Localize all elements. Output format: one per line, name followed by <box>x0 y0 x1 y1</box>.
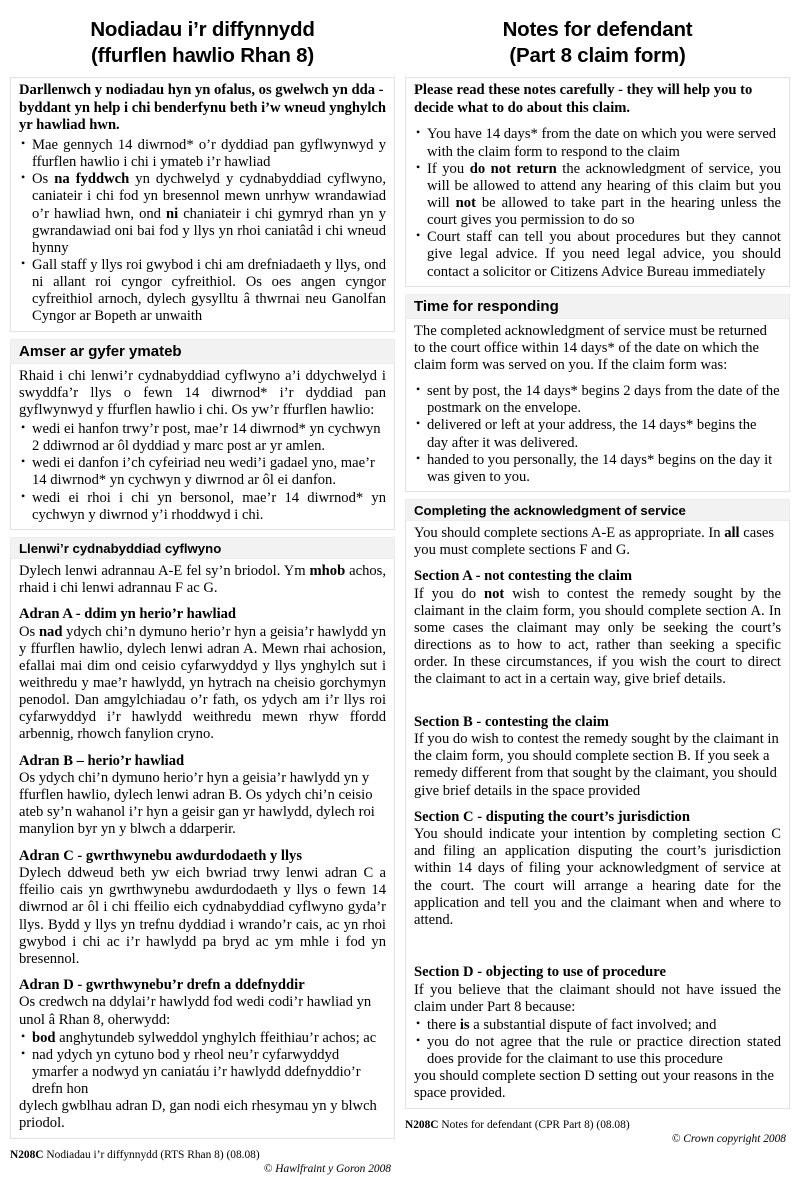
english-completing-body-part2: cases you must complete sections F and G. <box>414 525 775 559</box>
spacer <box>414 374 781 381</box>
english-intro-text: Please read these notes carefully - they will help you to decide what to do about this claim. <box>414 82 753 116</box>
welsh-completing-body-bold: mhob <box>309 562 346 579</box>
english-intro-bullet-1: You have 14 days* from the date on which you were served with the claim form to respond to the claim <box>427 126 777 160</box>
english-section-d-tail: you should complete section D setting out your reasons in the space provided. <box>414 1068 774 1102</box>
welsh-time-bullet-3: wedi ei rhoi i chi yn bersonol, mae’r 14 diwrnod* yn cychwyn y diwrnod y’i rhoddwyd i chi. <box>32 489 386 523</box>
english-completing-heading: Completing the acknowledgment of service <box>405 499 790 520</box>
english-completing-panel <box>405 520 790 1109</box>
english-footer-copyright: © Crown copyright 2008 <box>671 1133 786 1146</box>
list-item <box>414 1034 781 1068</box>
welsh-section-d-body: Os credwch na ddylai’r hawlydd fod wedi codi’r hawliad yn unol â Rhan 8, oherwydd: <box>19 994 372 1028</box>
list-item <box>19 490 386 524</box>
welsh-section-d-bullet-1-rest: anghytundeb sylweddol ynghylch ffeithiau’r achos; ac <box>55 1029 377 1046</box>
english-time-bullet-3: handed to you personally, the 14 days* begins on the day it was given to you. <box>427 451 773 485</box>
welsh-section-c-heading: Adran C - gwrthwynebu awdurdodaeth y llys <box>19 847 302 864</box>
english-section-c-heading: Section C - disputing the court’s jurisdiction <box>414 808 690 825</box>
english-section-d-body: If you believe that the claimant should not have issued the claim under Part 8 because: <box>414 981 781 1015</box>
list-item <box>19 1030 386 1047</box>
english-completing-body <box>414 525 781 559</box>
english-section-d-bullet-1-pre: there <box>427 1016 460 1033</box>
welsh-intro-bullets <box>19 137 386 326</box>
welsh-section-a-bold: nad <box>38 623 63 640</box>
welsh-page-title <box>10 17 395 69</box>
english-completing-body-part1: You should complete sections A-E as appropriate. In <box>414 525 725 541</box>
english-section-c-body: You should indicate your intention by completing section C and filing an application disputing the court’s jurisdiction within 14 days of filing your acknowledgment of service at the court. The court will arrange a hearing date for the application and tell you and the claimant when and where to attend. <box>414 826 781 928</box>
welsh-footer-text: Nodiadau i’r diffynnydd (RTS Rhan 8) (08.08) <box>43 1148 260 1161</box>
welsh-intro-bullet-1: Mae gennych 14 diwrnod* o’r dyddiad pan gyflwynwyd y ffurflen hawlio i chi i ymateb i’r hawliad <box>32 136 386 171</box>
welsh-footer-code: N208C <box>10 1148 44 1161</box>
welsh-column <box>10 14 395 1176</box>
welsh-section-c-body: Dylech ddweud beth yw eich bwriad trwy lenwi adran C a ffeilio cais yn gwrthwynebu awdurdodaeth y llys o fewn 14 diwrnod ar ôl i chi ffeilio eich cydnabyddiad cyflwyno gyda’r llys. Bydd y llys yn trefnu dyddiad i wrando’r cais, ac yn rhoi gwybod i chi ac i’r hawlydd pa bryd ac ym mhle i fod yn bresennol. <box>19 865 386 967</box>
welsh-section-b-body: Os ydych chi’n dymuno herio’r hyn a geisia’r hawlydd yn y ffurflen hawlio, dylech lenwi adran B. Os ydych chi’n ceisio ateb sy’n wahanol i’r hyn a geisir gan yr hawlydd, dylech roi manylion byr yn y blwch a ddarperir. <box>19 770 375 838</box>
welsh-section-a-part1: Os <box>19 623 39 640</box>
english-section-d-bullet-1-bold: is <box>459 1016 470 1033</box>
welsh-footer-copyright: © Hawlfraint y Goron 2008 <box>263 1163 391 1176</box>
welsh-time-bullet-1: wedi ei hanfon trwy’r post, mae’r 14 diwrnod* yn cychwyn 2 ddiwrnod ar ôl dyddiad y marc post ar yr amlen. <box>32 420 381 455</box>
welsh-title-line-1: Nodiadau i’r diffynnydd <box>90 18 315 41</box>
spacer <box>414 929 781 955</box>
english-section-d-bullets <box>414 1017 781 1068</box>
list-item <box>414 126 781 160</box>
english-intro-bullets <box>414 126 781 280</box>
welsh-section-d-bullets <box>19 1030 386 1099</box>
english-footer-code: N208C <box>405 1118 439 1131</box>
welsh-time-body: Rhaid i chi lenwi’r cydnabyddiad cyflwyno a’i ddychwelyd i swyddfa’r llys o fewn 14 diwrnod* i’r dyddiad pan gyflwynwyd y ffurflen hawlio i chi. Os yw’r ffurflen hawlio: <box>19 367 386 418</box>
welsh-section-d-bullet-2: nad ydych yn cytuno bod y rheol neu’r cyfarwyddyd ymarfer a nodwyd yn caniatáu i’r hawlydd ddefnyddio’r drefn hon <box>32 1046 361 1098</box>
welsh-time-heading: Amser ar gyfer ymateb <box>10 339 395 363</box>
english-time-bullet-2: delivered or left at your address, the 14 days* begins the day after it was delivered. <box>427 417 757 451</box>
english-section-a-bold: not <box>484 585 505 602</box>
english-time-bullet-1: sent by post, the 14 days* begins 2 days from the date of the postmark on the envelope. <box>427 383 780 417</box>
welsh-section-b-heading: Adran B – herio’r hawliad <box>19 752 185 769</box>
english-intro-panel <box>405 77 790 286</box>
welsh-time-bullets <box>19 421 386 524</box>
list-item: • Os na fyddwch yn dychwelyd y cydnabyddiad cyflwyno, caniateir i chi fod yn bresennol mewn unrhyw wrandawiad o’r hawliad hwn, ond ni chaniateir i chi gymryd rhan yn y gwrandawiad oni bai fod y llys yn rhoi caniatâd i chi wneud hynny <box>19 171 386 257</box>
welsh-completing-heading: Llenwi’r cydnabyddiad cyflwyno <box>10 537 395 558</box>
welsh-completing-body-part2: achos, rhaid i chi lenwi adrannau F ac G. <box>19 562 386 596</box>
english-section-d-bullet-1-rest: a substantial dispute of fact involved; and <box>469 1016 717 1033</box>
welsh-section-a-body <box>19 624 386 744</box>
welsh-intro-bullet-3: Gall staff y llys roi gwybod i chi am drefniadaeth y llys, ond ni allant roi cyngor cyfreithiol. Os oes angen cyngor cyfreithiol arnoch, dylech gysylltu â thwrnai neu Ganolfan Cyngor ar Bopeth ar unwaith <box>32 256 386 325</box>
english-section-b-body: If you do wish to contest the remedy sought by the claimant in the claim form, you should complete section B. If you seek a remedy different from that sought by the claimant, you should give brief details in the space provided <box>414 731 779 799</box>
list-item <box>19 455 386 489</box>
english-section-d-bullet-2: you do not agree that the rule or practice direction stated does provide for the claimant to use this procedure <box>427 1033 781 1068</box>
english-section-a-heading: Section A - not contesting the claim <box>414 568 633 585</box>
english-column <box>405 14 790 1146</box>
spacer <box>414 689 781 705</box>
welsh-intro-text: Darllenwch y nodiadau hyn yn ofalus, os gwelwch yn dda - byddant yn help i chi benderfynu beth i’w wneud ynghylch yr hawliad hwn. <box>19 82 386 134</box>
english-title-line-1: Notes for defendant <box>502 18 693 41</box>
english-section-a-part2: wish to contest the remedy sought by the claimant in the claim form, you should complete section A. In some cases the claimant may only be seeking the court’s directions as to how to act, rather than seeking a specific order. In these circumstances, if you wish the court to direct the claimant to act in a certain way, give brief details. <box>414 585 781 688</box>
welsh-time-bullet-2: wedi ei danfon i’ch cyfeiriad neu wedi’i gadael yno, mae’r 14 diwrnod* yn cychwyn y diwrnod ar ôl ei danfon. <box>32 455 375 489</box>
welsh-completing-body <box>19 563 386 597</box>
welsh-completing-body-part1: Dylech lenwi adrannau A-E fel sy’n briodol. Ym <box>19 562 310 579</box>
english-time-bullets <box>414 383 781 486</box>
list-item <box>414 1017 781 1034</box>
english-time-body: The completed acknowledgment of service must be returned to the court office within 14 days* of the date on which the claim form was served on you. If the claim form was: <box>414 322 767 374</box>
spacer <box>414 117 781 124</box>
english-time-heading: Time for responding <box>405 294 790 318</box>
welsh-completing-panel <box>10 558 395 1139</box>
list-item <box>19 1047 386 1098</box>
welsh-section-d-bullet-1-bold: bod <box>32 1029 56 1046</box>
english-page-title <box>405 17 790 69</box>
welsh-intro-panel <box>10 77 395 331</box>
list-item: • If you do not return the acknowledgment of service, you will be allowed to attend any hearing of this claim but you will not be allowed to take part in the hearing unless the court gives you permission to do so <box>414 161 781 230</box>
welsh-title-line-2: (ffurflen hawlio Rhan 8) <box>91 44 314 68</box>
english-time-panel <box>405 318 790 492</box>
welsh-footer <box>10 1146 395 1178</box>
english-title-line-2: (Part 8 claim form) <box>509 44 686 68</box>
welsh-section-d-heading: Adran D - gwrthwynebu’r drefn a ddefnyddir <box>19 976 305 993</box>
english-footer <box>405 1116 790 1149</box>
english-section-b-heading: Section B - contesting the claim <box>414 713 609 730</box>
list-item <box>19 421 386 455</box>
welsh-section-a-heading: Adran A - ddim yn herio’r hawliad <box>19 606 237 623</box>
english-completing-body-bold: all <box>724 525 740 541</box>
english-footer-text: Notes for defendant (CPR Part 8) (08.08) <box>438 1118 630 1131</box>
english-section-a-part1: If you do <box>414 585 485 602</box>
list-item <box>414 417 781 451</box>
welsh-footer-line <box>10 1148 395 1163</box>
list-item <box>19 137 386 171</box>
english-section-a-body <box>414 586 781 689</box>
english-footer-line <box>405 1118 790 1133</box>
list-item <box>414 229 781 280</box>
list-item <box>414 383 781 417</box>
welsh-time-panel <box>10 363 395 530</box>
list-item <box>19 257 386 326</box>
welsh-section-a-part2: ydych chi’n dymuno herio’r hyn a geisia’r hawlydd yn y ffurflen hawlio, dylech lenwi adran A. Mewn rhai achosion, efallai mai dim ond ceisio cyfarwyddyd y llys ynghylch sut i weithredu y mae’r hawlydd, yn hytrach na cheisio gorchymyn penodol. Dan amgylchiadau o’r fath, os ydych am i’r llys roi cyfarwyddyd i’r hawlydd weithredu mewn rhyw ffordd arbennig, rhowch fanylion cryno. <box>19 623 386 743</box>
list-item <box>414 452 781 486</box>
english-section-d-heading: Section D - objecting to use of procedure <box>414 964 666 981</box>
welsh-section-d-tail: dylech gwblhau adran D, gan nodi eich rhesymau yn y blwch priodol. <box>19 1098 377 1132</box>
english-intro-bullet-3: Court staff can tell you about procedures but they cannot give legal advice. If you need legal advice, you should contact a solicitor or Citizens Advice Bureau immediately <box>427 229 781 280</box>
